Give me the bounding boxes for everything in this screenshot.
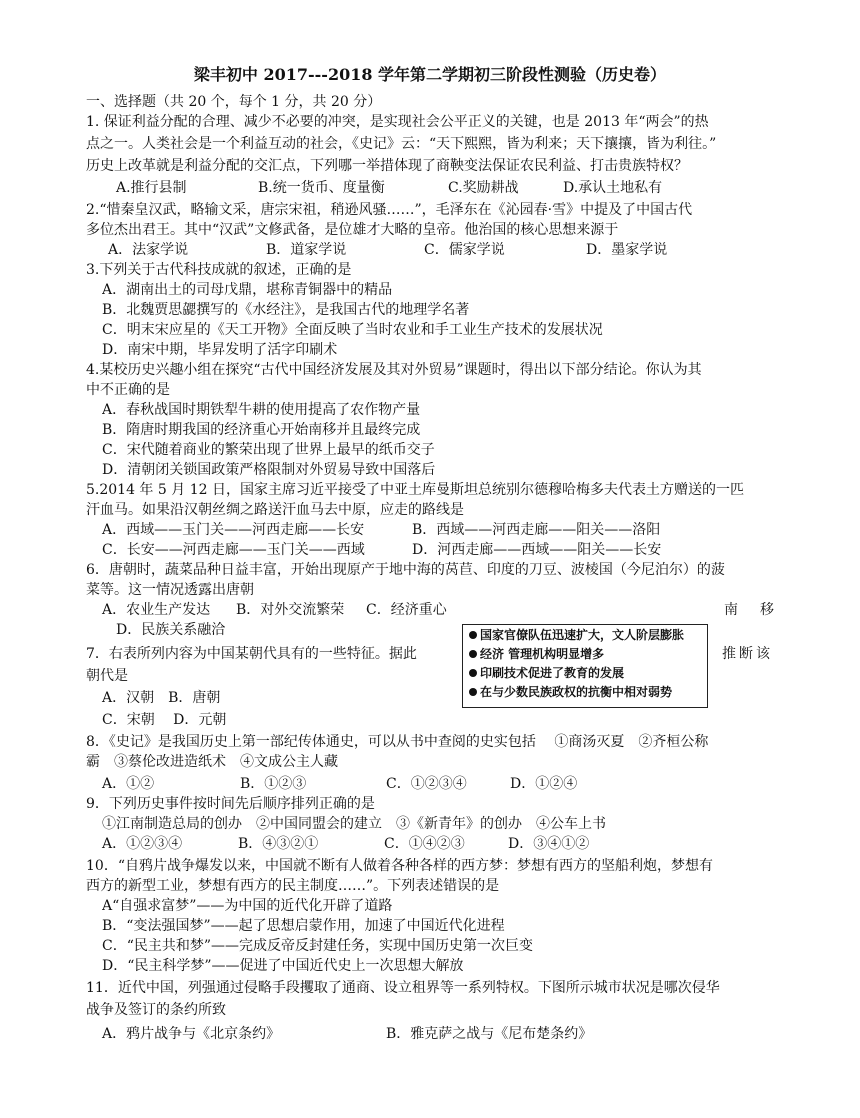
q3-option-a: A．湖南出土的司母戊鼎，堪称青铜器中的精品 xyxy=(102,282,393,298)
q2-stem-line1: 2.“惜秦皇汉武，略输文采，唐宗宋祖，稍逊风骚……”，毛泽东在《沁园春·雪》中提及了中国古代 xyxy=(86,202,693,218)
q6-option-b: B．对外交流繁荣 xyxy=(236,602,345,618)
q10-stem-line2: 西方的新型工业，梦想有西方的民主制度……”。下列表述错误的是 xyxy=(86,878,500,894)
q7-options-cd: C．宋朝 D．元朝 xyxy=(102,712,227,728)
q11-option-b: B．雅克萨之战与《尼布楚条约》 xyxy=(386,1026,593,1042)
q2-option-d: D．墨家学说 xyxy=(586,242,668,258)
q4-stem-line2: 中不正确的是 xyxy=(86,382,170,398)
q9-option-a: A．①②③④ xyxy=(102,836,183,852)
q10-option-b: B．“变法强国梦”——起了思想启蒙作用，加速了中国近代化进程 xyxy=(102,918,505,934)
q6-option-c-tail2: 移 xyxy=(760,602,774,618)
q7-options-ab: A．汉朝 B．唐朝 xyxy=(102,690,221,706)
q4-option-d: D．清朝闭关锁国政策严格限制对外贸易导致中国落后 xyxy=(102,462,436,478)
q6-option-c-tail1: 南 xyxy=(724,602,738,618)
section-heading: 一、选择题（共 20 个，每个 1 分，共 20 分） xyxy=(86,94,382,110)
q2-option-a: A．法家学说 xyxy=(108,242,189,258)
q10-stem-line1: 10．“自鸦片战争爆发以来，中国就不断有人做着各种各样的西方梦：梦想有西方的坚船利炮，梦想有 xyxy=(86,858,713,874)
q6-stem-line1: 6．唐朝时，蔬菜品种日益丰富，开始出现原产于地中海的莴苣、印度的刀豆、波棱国（今尼泊尔）的菠 xyxy=(86,562,725,578)
q3-stem: 3.下列关于古代科技成就的叙述，正确的是 xyxy=(86,262,352,278)
q4-option-b: B．隋唐时期我国的经济重心开始南移并且最终完成 xyxy=(102,422,421,438)
q7-stem-line1: 7．右表所列内容为中国某朝代具有的一些特征。据此 xyxy=(86,646,417,662)
q1-option-c: C.奖励耕战 xyxy=(448,180,519,196)
q5-option-d: D．河西走廊——西域——阳关——长安 xyxy=(412,542,662,558)
q9-option-d: D．③④①② xyxy=(508,836,590,852)
q2-stem-line2: 多位杰出君王。其中“汉武”文修武备，是位雄才大略的皇帝。他治国的核心思想来源于 xyxy=(86,222,619,238)
q10-option-a: A“自强求富梦”——为中国的近代化开辟了道路 xyxy=(102,898,393,914)
feature-row: 印刷技术促进了教育的发展 xyxy=(469,665,624,681)
q2-option-c: C．儒家学说 xyxy=(424,242,505,258)
q5-stem-line1: 5.2014 年 5 月 12 日，国家主席习近平接受了中亚土库曼斯坦总统别尔德穆哈梅多夫代表土方赠送的一匹 xyxy=(86,482,744,498)
q8-stem-line2: 霸 ③蔡伦改进造纸术 ④文成公主人藏 xyxy=(86,754,338,770)
q7-stem-tail: 推断该 xyxy=(722,646,773,662)
q3-option-d: D．南宋中期，毕昇发明了活字印刷术 xyxy=(102,342,338,358)
q6-option-c: C．经济重心 xyxy=(366,602,447,618)
feature-row: 国家官僚队伍迅速扩大，文人阶层膨胀 xyxy=(469,627,684,643)
bullet-dot-icon xyxy=(469,688,477,696)
exam-title: 梁丰初中 2017---2018 学年第二学期初三阶段性测验（历史卷） xyxy=(193,65,667,84)
q11-stem-line1: 11．近代中国，列强通过侵略手段攫取了通商、设立租界等一系列特权。下图所示城市状况是哪次侵华 xyxy=(86,980,720,996)
q1-option-b: B.统一货币、度量衡 xyxy=(258,180,385,196)
bullet-dot-icon xyxy=(469,669,477,677)
q5-option-a: A．西域——玉门关——河西走廊——长安 xyxy=(102,522,365,538)
q3-option-b: B．北魏贾思勰撰写的《水经注》，是我国古代的地理学名著 xyxy=(102,302,470,318)
q1-stem-line1: 1. 保证利益分配的合理、减少不必要的冲突，是实现社会公平正义的关键，也是 2013 年“两会”的热 xyxy=(86,114,709,130)
q10-option-c: C．“民主共和梦”——完成反帝反封建任务，实现中国历史第一次巨变 xyxy=(102,938,534,954)
q5-option-c: C．长安——河西走廊——玉门关——西域 xyxy=(102,542,365,558)
q5-stem-line2: 汗血马。如果沿汉朝丝绸之路送汗血马去中原，应走的路线是 xyxy=(86,502,464,518)
q6-option-a: A．农业生产发达 xyxy=(102,602,211,618)
feature-row: 经济 管理机构明显增多 xyxy=(469,646,604,662)
q4-option-c: C．宋代随着商业的繁荣出现了世界上最早的纸币交子 xyxy=(102,442,435,458)
q8-option-d: D．①②④ xyxy=(510,776,578,792)
q1-stem-line3: 历史上改革就是利益分配的交汇点，下列哪一举措体现了商鞅变法保证农民利益、打击贵族特权？ xyxy=(86,158,688,174)
q3-option-c: C．明末宋应星的《天工开物》全面反映了当时农业和手工业生产技术的发展状况 xyxy=(102,322,603,338)
q9-stem-line2: ①江南制造总局的创办 ②中国同盟会的建立 ③《新青年》的创办 ④公车上书 xyxy=(102,816,606,832)
q6-stem-line2: 菜等。这一情况透露出唐朝 xyxy=(86,582,254,598)
q4-stem-line1: 4.某校历史兴趣小组在探究“古代中国经济发展及其对外贸易”课题时，得出以下部分结论。你认为其 xyxy=(86,362,702,378)
q7-stem-line2: 朝代是 xyxy=(86,668,128,684)
feature-row: 在与少数民族政权的抗衡中相对弱势 xyxy=(469,684,672,700)
q1-option-d: D.承认土地私有 xyxy=(563,180,663,196)
q8-option-c: C．①②③④ xyxy=(386,776,467,792)
q8-option-b: B．①②③ xyxy=(240,776,307,792)
q5-option-b: B．西域——河西走廊——阳关——洛阳 xyxy=(412,522,661,538)
q11-option-a: A．鸦片战争与《北京条约》 xyxy=(102,1026,281,1042)
q11-stem-line2: 战争及签订的条约所致 xyxy=(86,1002,226,1018)
q8-option-a: A．①② xyxy=(102,776,155,792)
q8-stem-line1: 8．《史记》是我国历史上第一部纪传体通史，可以从书中查阅的史实包括 ①商汤灭夏 ②齐桓公称 xyxy=(86,734,709,750)
q4-option-a: A．春秋战国时期铁犁牛耕的使用提高了农作物产量 xyxy=(102,402,421,418)
q2-option-b: B．道家学说 xyxy=(266,242,347,258)
q7-feature-table xyxy=(462,624,708,708)
q10-option-d: D．“民主科学梦”——促进了中国近代史上一次思想大解放 xyxy=(102,958,464,974)
q1-option-a: A.推行县制 xyxy=(116,180,187,196)
bullet-dot-icon xyxy=(469,631,477,639)
q9-stem-line1: 9．下列历史事件按时间先后顺序排列正确的是 xyxy=(86,796,375,812)
q9-option-b: B．④③②① xyxy=(238,836,319,852)
q9-option-c: C．①④②③ xyxy=(384,836,465,852)
q6-option-d: D．民族关系融洽 xyxy=(116,622,226,638)
bullet-dot-icon xyxy=(469,650,477,658)
q1-stem-line2: 点之一。人类社会是一个利益互动的社会，《史记》云：“天下熙熙，皆为利来；天下攘攘，皆为利往。” xyxy=(86,136,717,152)
